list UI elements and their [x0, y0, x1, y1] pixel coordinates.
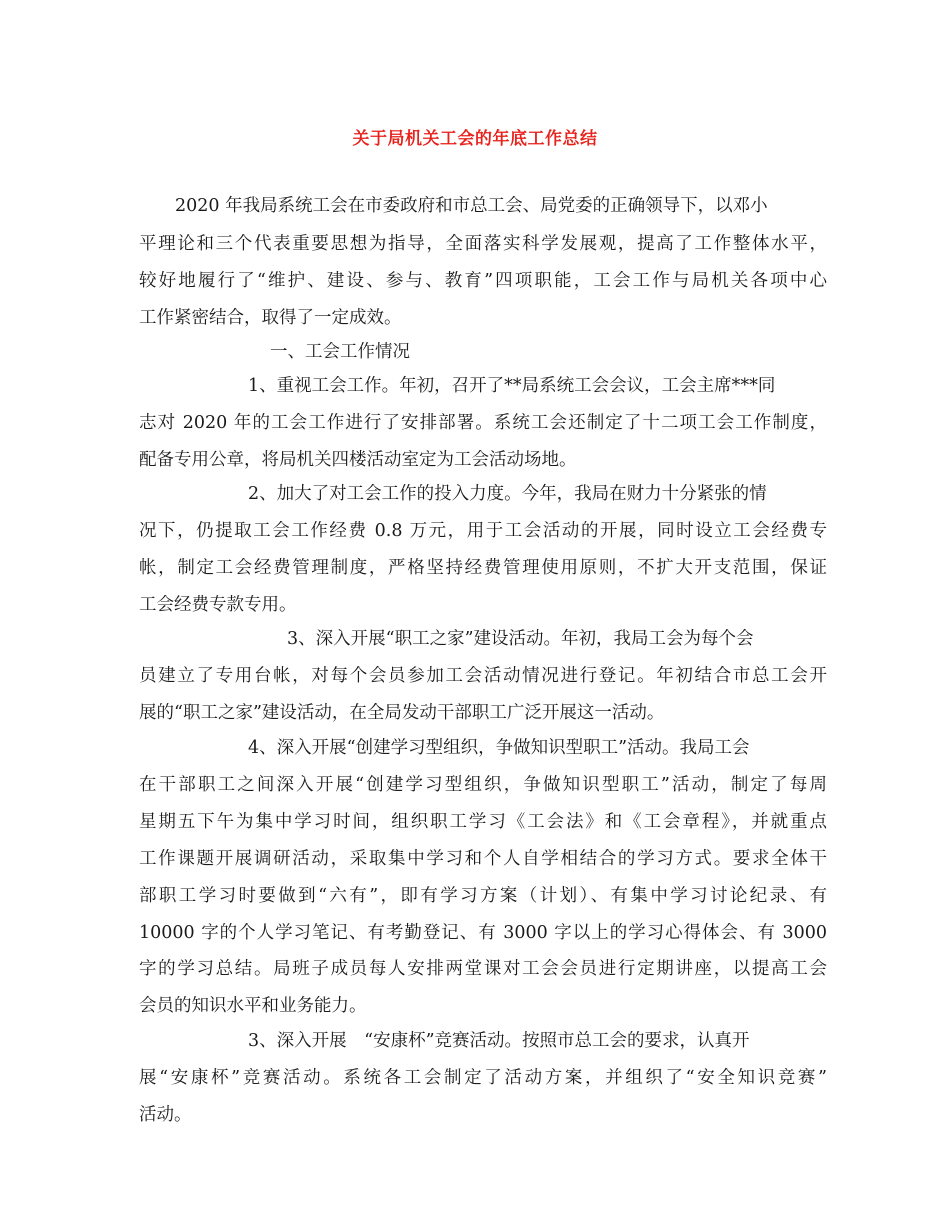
document-title: 关于局机关工会的年底工作总结 [352, 129, 598, 149]
body-line: 活动。 [139, 1105, 192, 1125]
body-line: 2020 年我局系统工会在市委政府和市总工会、局党委的正确领导下，以邓小 [175, 196, 768, 216]
body-line: 在干部职工之间深入开展“创建学习型组织，争做知识型职工”活动，制定了每周 [139, 775, 827, 795]
body-line: 3、深入开展 “安康杯”竞赛活动。按照市总工会的要求，认真开 [248, 1031, 750, 1051]
body-line: 工会经费专款专用。 [139, 595, 297, 615]
body-line: 4、深入开展“创建学习型组织，争做知识型职工”活动。我局工会 [248, 738, 750, 758]
body-line: 配备专用公章，将局机关四楼活动室定为工会活动场地。 [139, 450, 577, 470]
body-line: 况下，仍提取工会工作经费 0.8 万元，用于工会活动的开展，同时设立工会经费专 [139, 521, 827, 541]
body-line: 工作课题开展调研活动，采取集中学习和个人自学相结合的学习方式。要求全体干 [139, 849, 827, 869]
body-line: 帐，制定工会经费管理制度，严格坚持经费管理使用原则，不扩大开支范围，保证 [139, 558, 827, 578]
body-line: 志对 2020 年的工会工作进行了安排部署。系统工会还制定了十二项工会工作制度， [139, 413, 827, 433]
body-line: 员建立了专用台帐，对每个会员参加工会活动情况进行登记。年初结合市总工会开 [139, 666, 827, 686]
body-line: 展“安康杯”竞赛活动。系统各工会制定了活动方案，并组织了“安全知识竞赛” [139, 1068, 827, 1088]
body-line: 较好地履行了“维护、建设、参与、教育”四项职能，工会工作与局机关各项中心 [139, 271, 827, 291]
body-line: 部职工学习时要做到“六有”，即有学习方案（计划）、有集中学习讨论纪录、有 [139, 886, 827, 906]
body-line: 1、重视工会工作。年初，召开了**局系统工会会议，工会主席***同 [248, 376, 776, 396]
body-line: 3、深入开展“职工之家”建设活动。年初，我局工会为每个会 [287, 629, 754, 649]
body-line: 会员的知识水平和业务能力。 [139, 996, 367, 1016]
body-line: 工作紧密结合，取得了一定成效。 [139, 308, 402, 328]
body-line: 字的学习总结。局班子成员每人安排两堂课对工会会员进行定期讲座，以提高工会 [139, 959, 827, 979]
body-line: 展的“职工之家”建设活动，在全局发动干部职工广泛开展这一活动。 [139, 703, 665, 723]
section-heading: 一、工会工作情况 [270, 342, 410, 362]
body-line: 平理论和三个代表重要思想为指导，全面落实科学发展观，提高了工作整体水平， [139, 234, 827, 254]
body-line: 2、加大了对工会工作的投入力度。今年，我局在财力十分紧张的情 [248, 484, 767, 504]
body-line: 10000 字的个人学习笔记、有考勤登记、有 3000 字以上的学习心得体会、有 3000 [139, 923, 827, 943]
body-line: 星期五下午为集中学习时间，组织职工学习《工会法》和《工会章程》，并就重点 [139, 812, 827, 832]
